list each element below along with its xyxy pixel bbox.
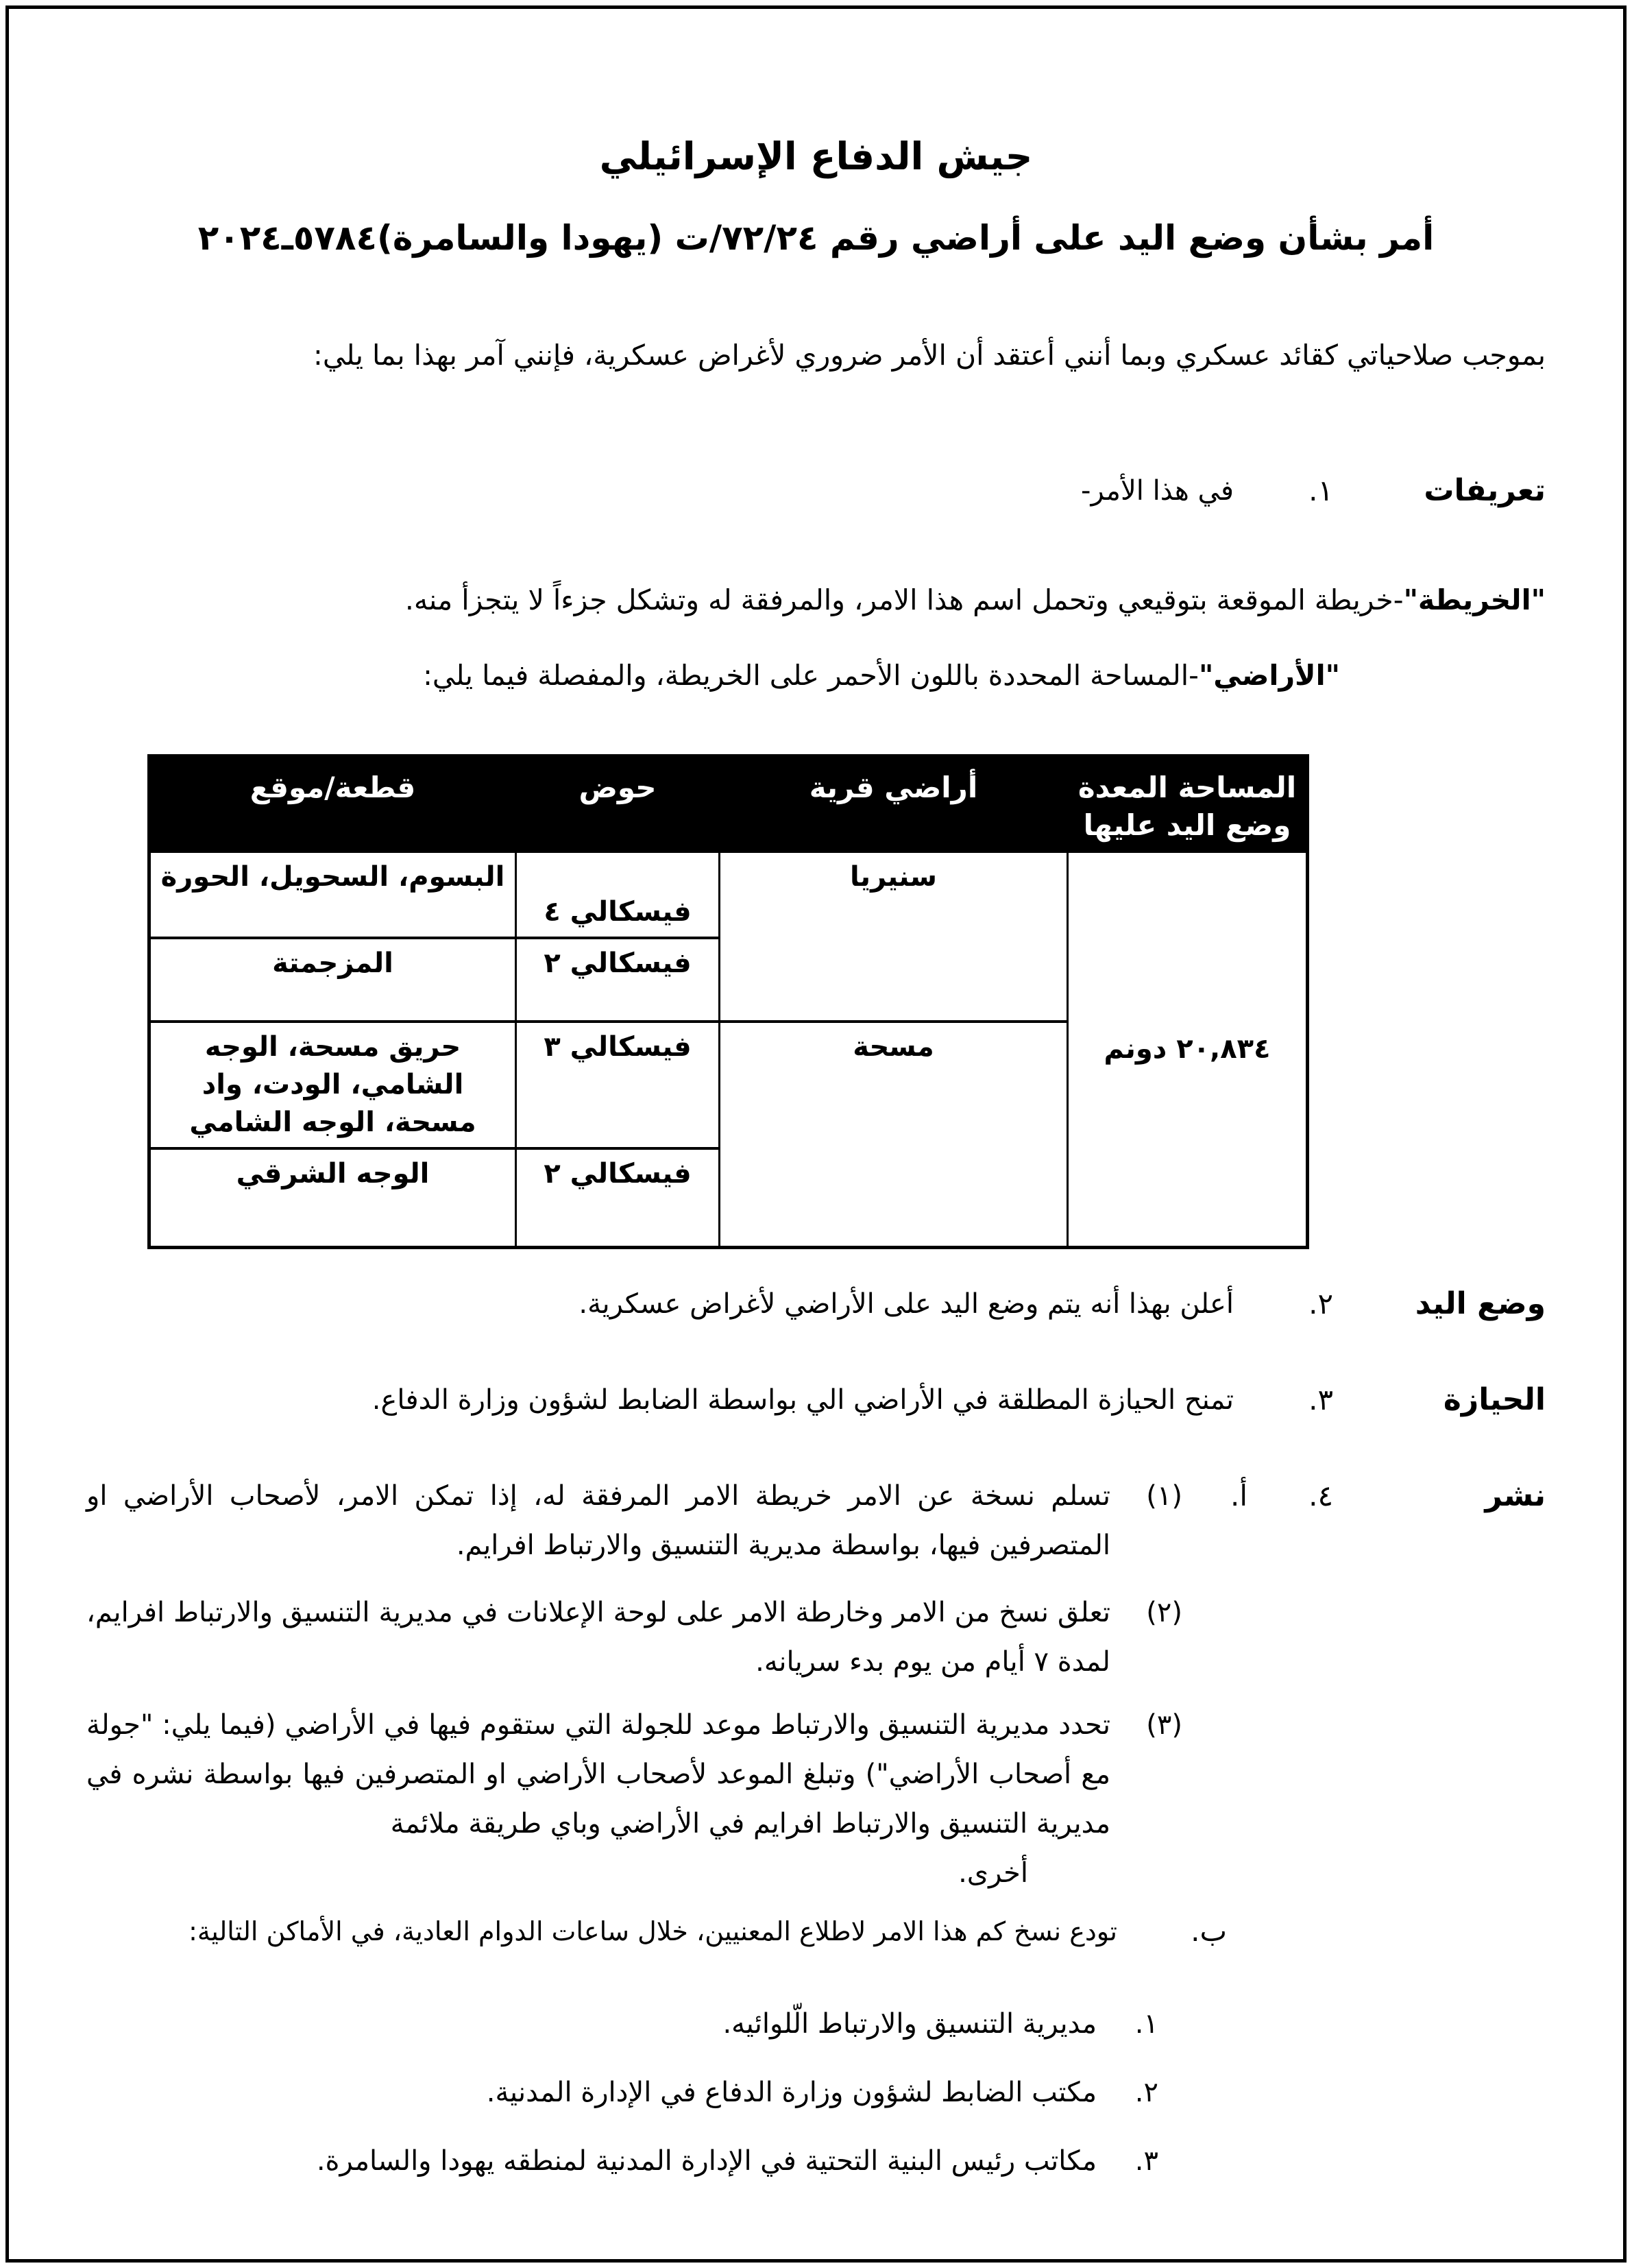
clause-label: الحيازة bbox=[1443, 1382, 1546, 1417]
item-text-tail: أخرى. bbox=[958, 1857, 1028, 1889]
list-item-number: ٢. bbox=[1134, 2077, 1158, 2108]
intro-paragraph: بموجب صلاحياتي كقائد عسكري وبما أنني أعتقد أن الأمر ضروري لأغراض عسكرية، فإنني آمر بهذا بما يلي: bbox=[313, 339, 1546, 372]
header-area-designated: المساحة المعدة وضع اليد عليها bbox=[1068, 756, 1308, 852]
clause-definitions bbox=[86, 466, 1546, 516]
header-plot-location: قطعة/موقع bbox=[149, 756, 516, 852]
clause-seizure bbox=[86, 1279, 1546, 1329]
clause-number: ٣. bbox=[1308, 1383, 1333, 1416]
sub-clause-text: تودع نسخ كم هذا الامر لاطلاع المعنيين، خلال ساعات الدوام العادية، في الأماكن التالية: bbox=[188, 1916, 1117, 1946]
list-item bbox=[86, 2003, 1165, 2044]
cell-village-mashha: مسحة bbox=[720, 1022, 1068, 1248]
cell-plot: البسوم، السحويل، الحورة bbox=[149, 852, 516, 938]
list-item bbox=[86, 2140, 1165, 2182]
clause-possession bbox=[86, 1375, 1546, 1425]
order-year-code: ٢٠٢٤ـ٥٧٨٤ bbox=[197, 218, 377, 258]
item-text bbox=[86, 1700, 1110, 1898]
order-number: ت/٧٢/٢٤ bbox=[674, 218, 818, 258]
list-item-text: مديرية التنسيق والارتباط الّلوائيه. bbox=[722, 2008, 1097, 2040]
clause-label: تعريفات bbox=[1424, 473, 1546, 508]
clause-number: ٤. bbox=[1308, 1479, 1333, 1512]
publication-item-2 bbox=[86, 1588, 1182, 1687]
cell-plot: حريق مسحة، الوجه الشامي، الودت، واد مسحة، الوجه الشامي bbox=[149, 1022, 516, 1148]
cell-plot: المزجمتة bbox=[149, 938, 516, 1022]
header-basin: حوض bbox=[516, 756, 720, 852]
clause-text: في هذا الأمر- bbox=[1081, 475, 1234, 507]
cell-plot: الوجه الشرقي bbox=[149, 1148, 516, 1248]
clause-label: نشر bbox=[1485, 1478, 1546, 1513]
table-row bbox=[149, 852, 1308, 938]
cell-basin: فيسكالي ٤ bbox=[516, 852, 720, 938]
item-marker: (٣) bbox=[1146, 1709, 1182, 1741]
places-list bbox=[86, 2003, 1165, 2209]
clause-text: تمنح الحيازة المطلقة في الأراضي الي بواسطة الضابط لشؤون وزارة الدفاع. bbox=[372, 1384, 1234, 1416]
table-header-row bbox=[149, 756, 1308, 852]
subtitle-region: (يهودا والسامرة) bbox=[376, 218, 675, 258]
list-item bbox=[86, 2072, 1165, 2113]
definition-map bbox=[86, 577, 1546, 623]
item-text-body: تحدد مديرية التنسيق والارتباط موعد للجولة التي ستقوم فيها في الأراضي (فيما يلي: "جولة مع أصحاب الأراضي") وتبلغ الموعد لأصحاب الأراضي او المتصرفين فيها بواسطة نشره في مديرية التنسيق والارتباط افرايم في الأراضي وباي طريقة ملائمة bbox=[86, 1709, 1110, 1839]
list-item-number: ٣. bbox=[1134, 2145, 1158, 2177]
definition-lands bbox=[86, 653, 1340, 698]
header-village-lands: أراضي قرية bbox=[720, 756, 1068, 852]
item-marker: (١) bbox=[1146, 1480, 1182, 1512]
clause-number: ١. bbox=[1308, 474, 1333, 507]
cell-basin: فيسكالي ٣ bbox=[516, 1022, 720, 1148]
subtitle-prefix: أمر بشأن وضع اليد على أراضي رقم bbox=[818, 218, 1435, 258]
cell-village-saniriya: سنيريا bbox=[720, 852, 1068, 1022]
cell-basin: فيسكالي ٢ bbox=[516, 938, 720, 1022]
definition-map-term: "الخريطة" bbox=[1403, 583, 1546, 616]
item-text: تسلم نسخة عن الامر خريطة الامر المرفقة له، إذا تمكن الامر، لأصحاب الأراضي او المتصرفين فيها، بواسطة مديرية التنسيق والارتباط افرايم. bbox=[86, 1480, 1110, 1561]
sub-clause-letter: أ. bbox=[1230, 1479, 1247, 1512]
cell-area-total: ٢٠,٨٣٤ دونم bbox=[1068, 852, 1308, 1248]
clause-label: وضع اليد bbox=[1415, 1286, 1546, 1321]
clause-text: أعلن بهذا أنه يتم وضع اليد على الأراضي لأغراض عسكرية. bbox=[578, 1288, 1234, 1320]
cell-basin: فيسكالي ٢ bbox=[516, 1148, 720, 1248]
list-item-number: ١. bbox=[1134, 2008, 1158, 2040]
item-text: تعلق نسخ من الامر وخارطة الامر على لوحة الإعلانات في مديرية التنسيق والارتباط افرايم، لمدة ٧ أيام من يوم بدء سريانه. bbox=[86, 1597, 1110, 1678]
lands-table bbox=[147, 754, 1309, 1249]
document-subtitle bbox=[86, 218, 1546, 258]
sub-clause-letter: ب. bbox=[1191, 1914, 1227, 1948]
list-item-text: مكتب الضابط لشؤون وزارة الدفاع في الإدارة المدنية. bbox=[486, 2077, 1097, 2108]
item-marker: (٢) bbox=[1146, 1597, 1182, 1628]
clause-number: ٢. bbox=[1308, 1287, 1333, 1320]
definition-lands-text: -المساحة المحددة باللون الأحمر على الخريطة، والمفصلة فيما يلي: bbox=[423, 659, 1199, 692]
definition-lands-term: "الأراضي" bbox=[1198, 659, 1340, 692]
publication-item-3 bbox=[86, 1700, 1182, 1898]
sub-clause-b bbox=[86, 1910, 1247, 1953]
document-title: جيش الدفاع الإسرائيلي bbox=[599, 134, 1033, 178]
list-item-text: مكاتب رئيس البنية التحتية في الإدارة المدنية لمنطقه يهودا والسامرة. bbox=[316, 2145, 1097, 2177]
definition-map-text: -خريطة الموقعة بتوقيعي وتحمل اسم هذا الامر، والمرفقة له وتشكل جزءاً لا يتجزأ منه. bbox=[404, 583, 1404, 616]
clause-publication bbox=[86, 1471, 1546, 1570]
